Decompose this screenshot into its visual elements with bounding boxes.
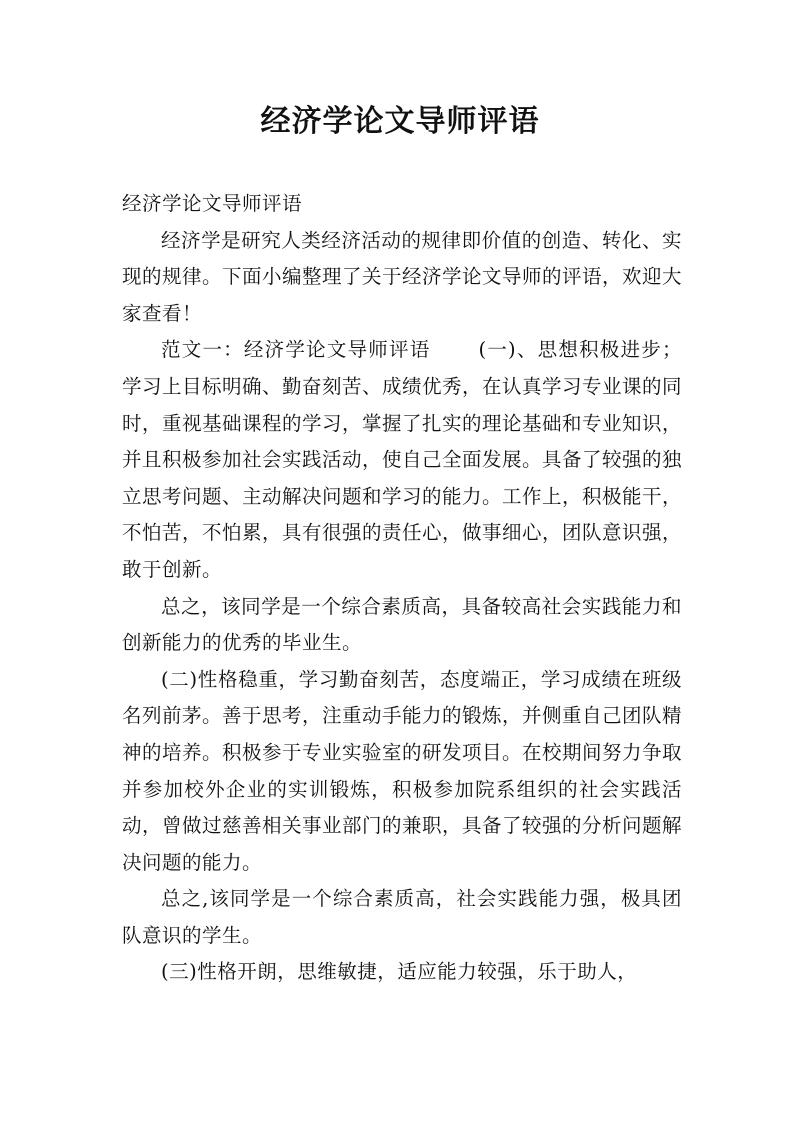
paragraph-intro: 经济学是研究人类经济活动的规律即价值的创造、转化、实现的规律。下面小编整理了关于经济学论文导师的评语，欢迎大家查看！ [122, 228, 683, 325]
sample-one-text: 学习上目标明确、勤奋刻苦、成绩优秀，在认真学习专业课的同时，重视基础课程的学习，掌握了扎实的理论基础和专业知识，并且积极参加社会实践活动，使自己全面发展。具备了较强的独立思考问题、主动解决问题和学习的能力。工作上，积极能干，不怕苦，不怕累，具有很强的责任心，做事细心，团队意识强，敢于创新。 [122, 374, 683, 581]
document-body [122, 186, 682, 991]
sample-first-point: (一)、思想积极进步； [478, 338, 682, 362]
document-subtitle: 经济学论文导师评语 [122, 192, 303, 215]
paragraph-sample-one [122, 332, 682, 588]
paragraph-summary-two: 总之,该同学是一个综合素质高，社会实践能力强，极具团队意识的学生。 [122, 887, 682, 947]
paragraph-point-two: (二)性格稳重，学习勤奋刻苦，态度端正，学习成绩在班级名列前茅。善于思考，注重动手能力的锻炼，并侧重自己团队精神的培养。积极参于专业实验室的研发项目。在校期间努力争取并参加校外企业的实训锻炼，积极参加院系组织的社会实践活动，曾做过慈善相关事业部门的兼职，具备了较强的分析问题解决问题的能力。 [122, 667, 683, 874]
document-title: 经济学论文导师评语 [260, 104, 540, 139]
paragraph-point-three: (三)性格开朗，思维敏捷，适应能力较强，乐于助人， [161, 960, 638, 984]
paragraph-summary-one: 总之，该同学是一个综合素质高，具备较高社会实践能力和创新能力的优秀的毕业生。 [122, 594, 682, 655]
sample-heading: 范文一：经济学论文导师评语 [161, 338, 431, 362]
